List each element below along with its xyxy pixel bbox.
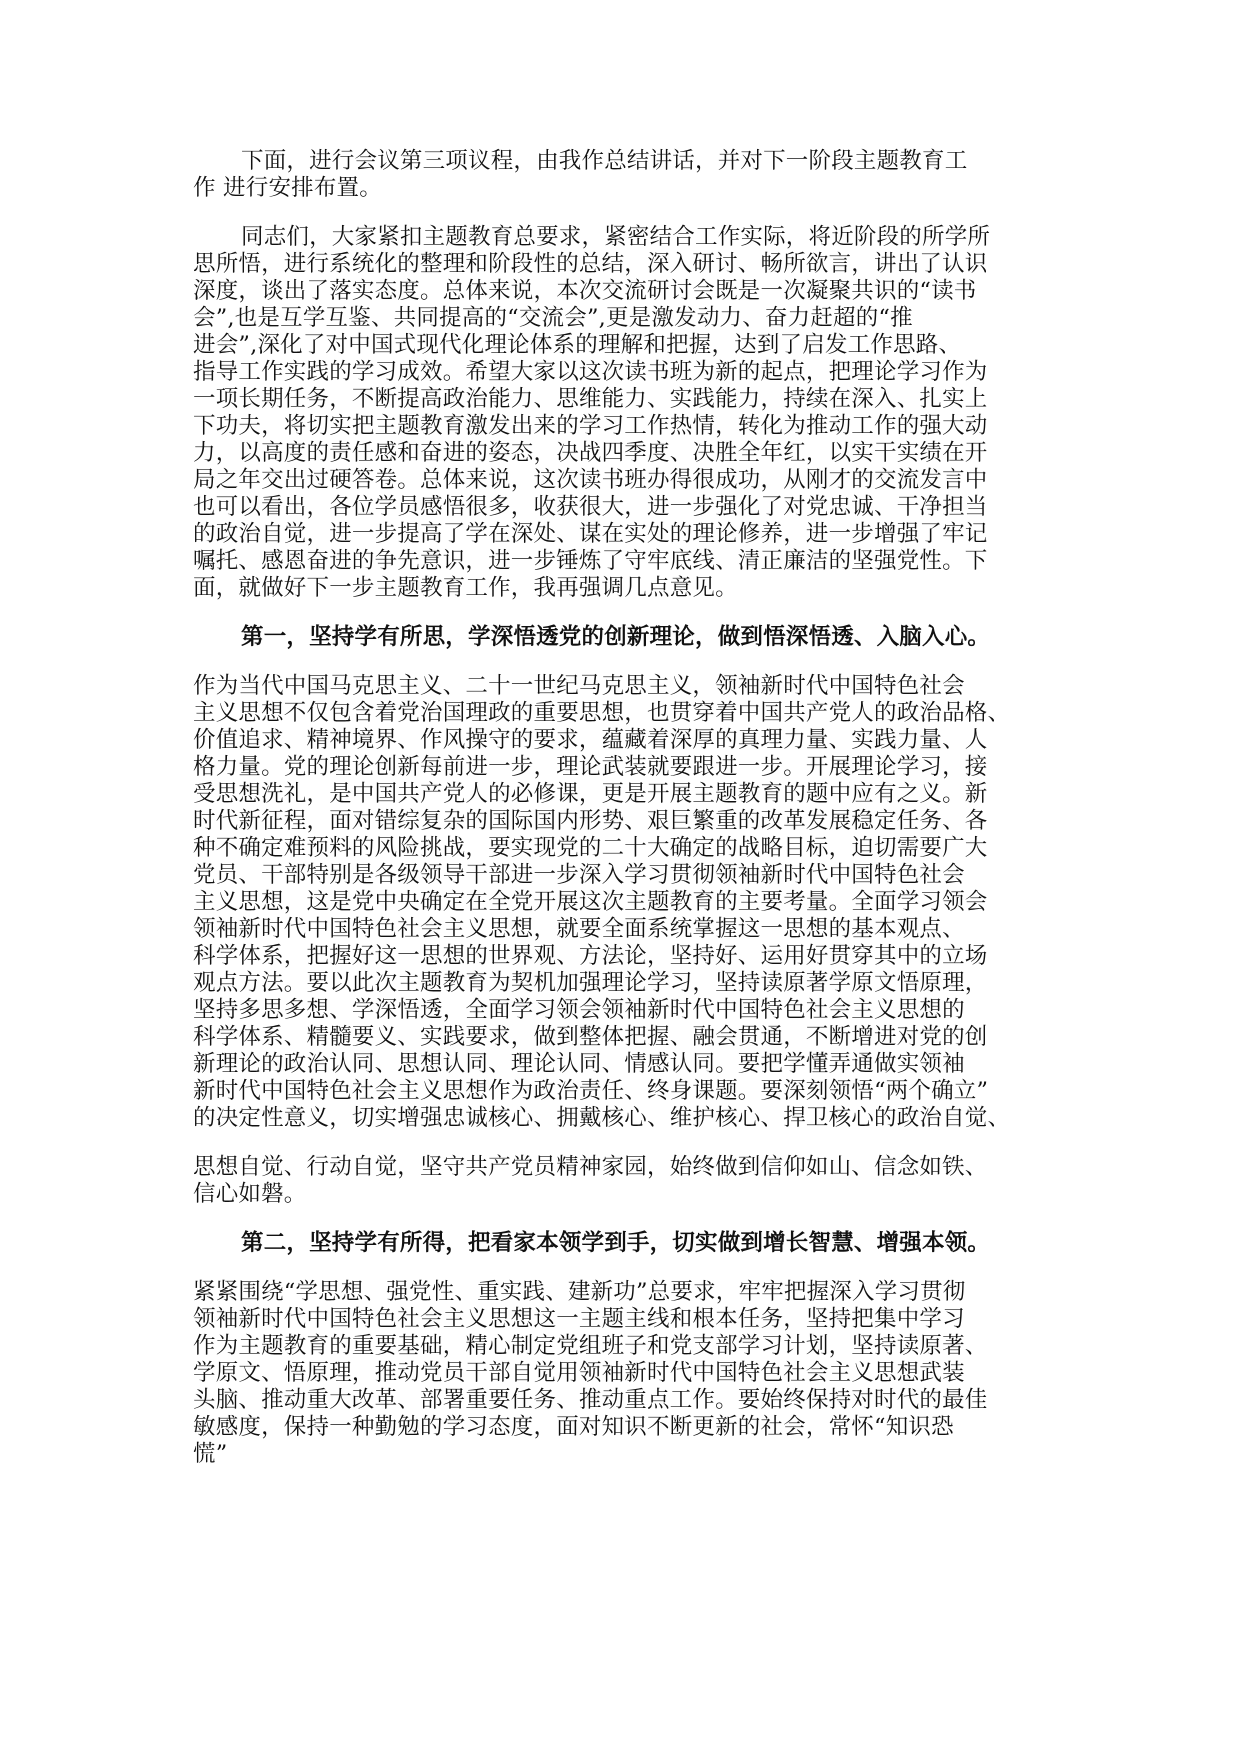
text-line: 主义思想不仅包含着党治国理政的重要思想，也贯穿着中国共产党人的政治品格、	[193, 700, 1011, 726]
paragraph-theory	[193, 673, 1049, 1132]
text-line: 力，以高度的责任感和奋进的姿态，决战四季度、决胜全年红，以实干实绩在开	[193, 440, 988, 466]
text-line: 敏感度，保持一种勤勉的学习态度，面对知识不断更新的社会，常怀“知识恐	[193, 1414, 954, 1440]
text-line: 进会”,深化了对中国式现代化理论体系的理解和把握，达到了启发工作思路、	[193, 332, 962, 358]
text-line: 作 进行安排布置。	[193, 175, 382, 201]
text-line: 指导工作实践的学习成效。希望大家以这次读书班为新的起点，把理论学习作为	[193, 359, 988, 385]
text-line: 学原文、悟原理，推动党员干部自觉用领袖新时代中国特色社会主义思想武装	[193, 1360, 965, 1386]
text-line: 主义思想，这是党中央确定在全党开展这次主题教育的主要考量。全面学习领会	[193, 889, 988, 915]
text-line: 深度，谈出了落实态度。总体来说，本次交流研讨会既是一次凝聚共识的“读书	[193, 278, 977, 304]
text-line: 作为当代中国马克思主义、二十一世纪马克思主义，领袖新时代中国特色社会	[193, 673, 965, 699]
text-line: 下面，进行会议第三项议程，由我作总结讲话，并对下一阶段主题教育工	[241, 148, 968, 174]
paragraph-intro	[193, 148, 1049, 202]
text-line: 价值追求、精神境界、作风操守的要求，蕴藏着深厚的真理力量、实践力量、人	[193, 727, 988, 753]
text-line: 格力量。党的理论创新每前进一步，理论武装就要跟进一步。开展理论学习，接	[193, 754, 988, 780]
text-line: 会”,也是互学互鉴、共同提高的“交流会”,更是激发动力、奋力赶超的“推	[193, 305, 913, 331]
section-heading-1: 第一，坚持学有所思，学深悟透党的创新理论，做到悟深悟透、入脑入心。	[241, 624, 991, 650]
document-page	[193, 148, 1049, 1468]
text-line: 的决定性意义，切实增强忠诚核心、拥戴核心、维护核心、捍卫核心的政治自觉、	[193, 1105, 1011, 1131]
section-heading-2: 第二，坚持学有所得，把看家本领学到手，切实做到增长智慧、增强本领。	[241, 1230, 991, 1256]
text-line: 科学体系，把握好这一思想的世界观、方法论，坚持好、运用好贯穿其中的立场	[193, 943, 988, 969]
text-line: 受思想洗礼，是中国共产党人的必修课，更是开展主题教育的题中应有之义。新	[193, 781, 988, 807]
text-line: 嘱托、感恩奋进的争先意识，进一步锤炼了守牢底线、清正廉洁的坚强党性。下	[193, 548, 988, 574]
text-line: 种不确定难预料的风险挑战，要实现党的二十大确定的战略目标，迫切需要广大	[193, 835, 988, 861]
text-line: 一项长期任务，不断提高政治能力、思维能力、实践能力，持续在深入、扎实上	[193, 386, 988, 412]
text-line: 局之年交出过硬答卷。总体来说，这次读书班办得很成功，从刚才的交流发言中	[193, 467, 988, 493]
text-line: 时代新征程，面对错综复杂的国际国内形势、艰巨繁重的改革发展稳定任务、各	[193, 808, 988, 834]
text-line: 新理论的政治认同、思想认同、理论认同、情感认同。要把学懂弄通做实领袖	[193, 1051, 965, 1077]
text-line: 领袖新时代中国特色社会主义思想，就要全面系统掌握这一思想的基本观点、	[193, 916, 965, 942]
text-line: 思所悟，进行系统化的整理和阶段性的总结，深入研讨、畅所欲言，讲出了认识	[193, 251, 988, 277]
text-line: 观点方法。要以此次主题教育为契机加强理论学习，坚持读原著学原文悟原理，	[193, 970, 988, 996]
text-line: 紧紧围绕“学思想、强党性、重实践、建新功”总要求，牢牢把握深入学习贯彻	[193, 1279, 966, 1305]
text-line: 同志们，大家紧扣主题教育总要求，紧密结合工作实际，将近阶段的所学所	[241, 224, 991, 250]
text-line: 领袖新时代中国特色社会主义思想这一主题主线和根本任务，坚持把集中学习	[193, 1306, 965, 1332]
text-line: 头脑、推动重大改革、部署重要任务、推动重点工作。要始终保持对时代的最佳	[193, 1387, 988, 1413]
text-line: 面，就做好下一步主题教育工作，我再强调几点意见。	[193, 575, 738, 601]
text-line: 坚持多思多想、学深悟透，全面学习领会领袖新时代中国特色社会主义思想的	[193, 997, 965, 1023]
text-line: 作为主题教育的重要基础，精心制定党组班子和党支部学习计划，坚持读原著、	[193, 1333, 988, 1359]
text-line: 的政治自觉，进一步提高了学在深处、谋在实处的理论修养，进一步增强了牢记	[193, 521, 988, 547]
text-line: 下功夫，将切实把主题教育激发出来的学习工作热情，转化为推动工作的强大动	[193, 413, 988, 439]
text-line: 科学体系、精髓要义、实践要求，做到整体把握、融会贯通，不断增进对党的创	[193, 1024, 988, 1050]
text-line: 新时代中国特色社会主义思想作为政治责任、终身课题。要深刻领悟“两个确立”	[193, 1078, 989, 1104]
paragraph-theory-continued	[193, 1154, 1049, 1208]
paragraph-summary	[193, 224, 1049, 602]
paragraph-learning	[193, 1279, 1049, 1468]
text-line: 党员、干部特别是各级领导干部进一步深入学习贯彻领袖新时代中国特色社会	[193, 862, 965, 888]
text-line: 慌”	[193, 1441, 228, 1467]
text-line: 也可以看出，各位学员感悟很多，收获很大，进一步强化了对党忠诚、干净担当	[193, 494, 988, 520]
text-line: 思想自觉、行动自觉，坚守共产党员精神家园，始终做到信仰如山、信念如铁、	[193, 1154, 988, 1180]
text-line: 信心如磐。	[193, 1181, 307, 1207]
